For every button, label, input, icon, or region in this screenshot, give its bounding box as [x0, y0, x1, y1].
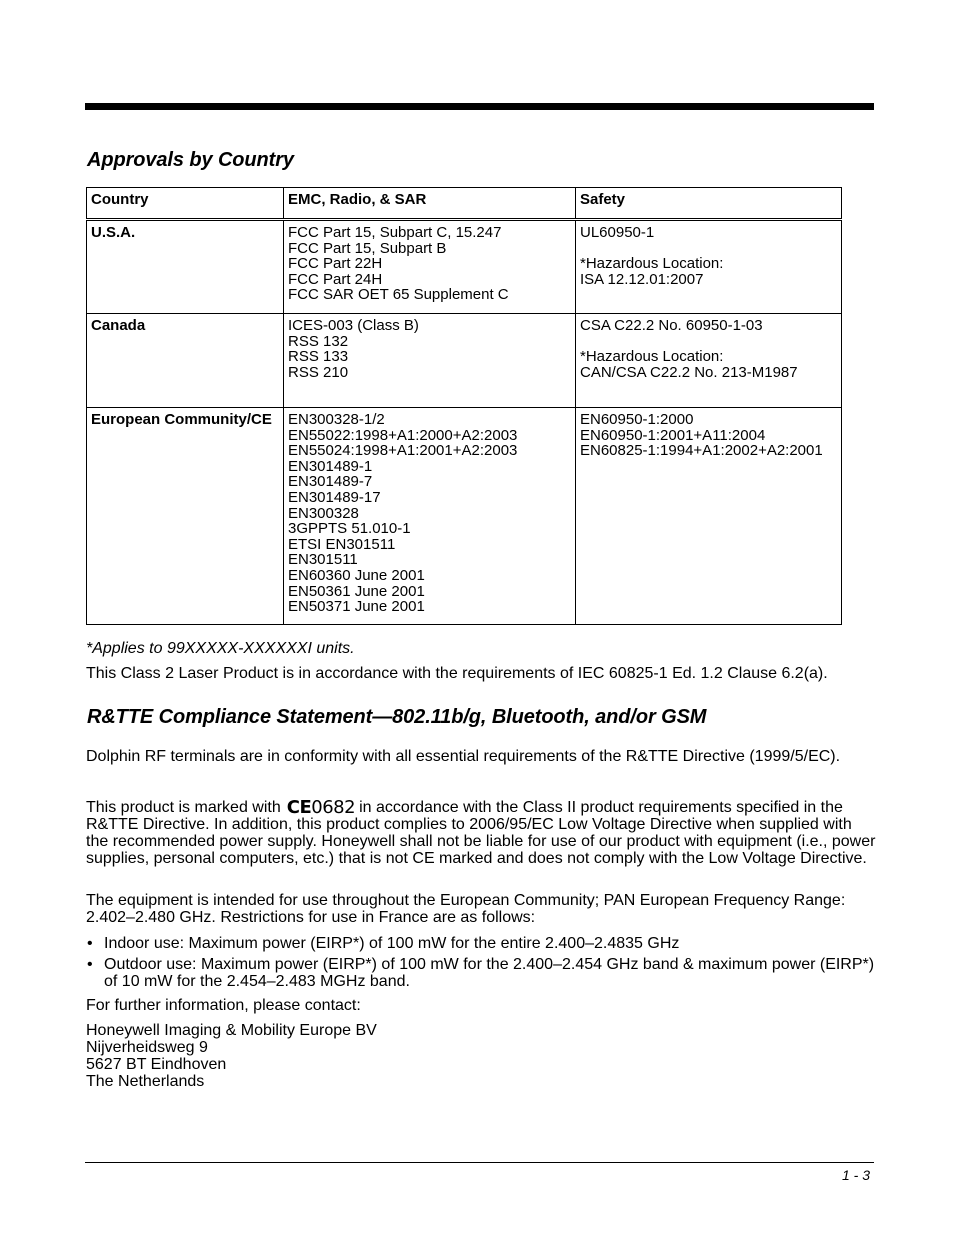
address-line: 5627 BT Eindhoven: [86, 1056, 227, 1073]
table-row: [87, 314, 842, 408]
table-header-row: [87, 188, 842, 220]
cell-spacer: [580, 334, 837, 350]
emc-cell: [284, 408, 576, 625]
rtte-paragraph-conformity: Dolphin RF terminals are in conformity with all essential requirements of the R&TTE Directive (1999/5/EC).: [86, 748, 841, 765]
address-line: Nijverheidsweg 9: [86, 1039, 208, 1056]
address-line: Honeywell Imaging & Mobility Europe BV: [86, 1022, 377, 1039]
ce-text-before: This product is marked with: [86, 799, 281, 816]
bullet-icon: •: [87, 956, 93, 973]
cell-line: EN301511: [288, 551, 358, 569]
cell-line: FCC Part 22H: [288, 255, 383, 273]
cell-line: EN60950-1:2000: [580, 411, 694, 428]
contact-address: [86, 1022, 876, 1090]
cell-line: *Hazardous Location:: [580, 348, 724, 366]
list-item: • Outdoor use: Maximum power (EIRP*) of 100 mW for the 2.400–2.454 GHz band & maximum power (EIRP*) of 10 mW for the 2.454–2.483 MGHz band.: [87, 956, 875, 990]
country-cell: Canada: [87, 314, 284, 408]
emc-cell: [284, 220, 576, 314]
contact-intro: For further information, please contact:: [86, 997, 361, 1014]
cell-line: ICES-003 (Class B): [288, 317, 419, 334]
cell-line: EN301489-1: [288, 457, 373, 475]
cell-line: ISA 12.12.01:2007: [580, 270, 704, 288]
safety-cell: [576, 220, 842, 314]
cell-spacer: [580, 241, 837, 257]
cell-line: *Hazardous Location:: [580, 255, 724, 273]
country-cell: U.S.A.: [87, 220, 284, 314]
cell-line: EN55024:1998+A1:2001+A2:2003: [288, 442, 518, 460]
safety-cell: [576, 408, 842, 625]
cell-line: RSS 210: [288, 363, 349, 381]
cell-line: EN50371 June 2001: [288, 598, 425, 616]
cell-line: 3GPPTS 51.010-1: [288, 520, 411, 538]
footer-rule: [85, 1162, 874, 1163]
header-rule: [85, 103, 874, 110]
country-cell: European Community/CE: [87, 408, 284, 625]
rtte-paragraph-frequency: The equipment is intended for use throughout the European Community; PAN European Frequency Range: 2.402–2.480 GHz. Restrictions for use in France are as follows:: [86, 892, 846, 926]
table-row: [87, 408, 842, 625]
cell-line: EN300328-1/2: [288, 411, 385, 428]
cell-line: CSA C22.2 No. 60950-1-03: [580, 317, 763, 334]
section-heading-rtte: R&TTE Compliance Statement—802.11b/g, Bluetooth, and/or GSM: [87, 706, 707, 728]
rtte-paragraph-ce-marking: [86, 799, 876, 867]
table-footnote: *Applies to 99XXXXX-XXXXXXI units.: [86, 640, 355, 657]
address-line: The Netherlands: [86, 1073, 205, 1090]
cell-line: UL60950-1: [580, 224, 655, 241]
header-emc: EMC, Radio, & SAR: [284, 188, 576, 220]
ce-text-after: in accordance with the Class II product requirements specified in the R&TTE Directive. In addition, this product complies to 2006/95/EC Low Voltage Directive when supplied with the recommended power supply. Honeywell shall not be liable for use of our product with equipment (i.e., power supplies, personal computers, etc.) that is not CE marked and does not comply with the Low Voltage Directive.: [86, 799, 876, 867]
header-country: Country: [87, 188, 284, 220]
cell-line: EN301489-17: [288, 488, 381, 506]
cell-line: RSS 133: [288, 348, 349, 366]
cell-line: FCC Part 15, Subpart B: [288, 239, 447, 257]
cell-line: EN60950-1:2001+A11:2004: [580, 426, 766, 444]
laser-note: This Class 2 Laser Product is in accordance with the requirements of IEC 60825-1 Ed. 1.2 Clause 6.2(a).: [86, 665, 828, 682]
cell-line: EN300328: [288, 504, 359, 522]
safety-cell: [576, 314, 842, 408]
list-item: • Indoor use: Maximum power (EIRP*) of 100 mW for the entire 2.400–2.4835 GHz: [87, 935, 680, 952]
france-restrictions-list: [86, 935, 876, 994]
cell-line: FCC Part 15, Subpart C, 15.247: [288, 224, 502, 241]
cell-line: RSS 132: [288, 332, 349, 350]
cell-line: EN60360 June 2001: [288, 566, 425, 584]
emc-cell: [284, 314, 576, 408]
table-row: [87, 220, 842, 314]
page-number: 1 - 3: [841, 1167, 870, 1183]
cell-line: FCC Part 24H: [288, 270, 383, 288]
cell-line: CAN/CSA C22.2 No. 213-M1987: [580, 363, 798, 381]
cell-line: EN50361 June 2001: [288, 582, 425, 600]
cell-line: EN60825-1:1994+A1:2002+A2:2001: [580, 442, 823, 460]
ce-notified-body-number: 0682: [311, 797, 356, 818]
cell-line: FCC SAR OET 65 Supplement C: [288, 286, 509, 304]
ce-mark-logo: [287, 799, 355, 816]
approvals-table: [86, 187, 842, 625]
ce-symbol: CE: [286, 797, 312, 818]
cell-line: ETSI EN301511: [288, 535, 396, 553]
header-safety: Safety: [576, 188, 842, 220]
cell-line: EN301489-7: [288, 473, 373, 491]
cell-line: EN55022:1998+A1:2000+A2:2003: [288, 426, 518, 444]
bullet-icon: •: [87, 935, 93, 952]
section-heading-approvals: Approvals by Country: [87, 149, 294, 171]
